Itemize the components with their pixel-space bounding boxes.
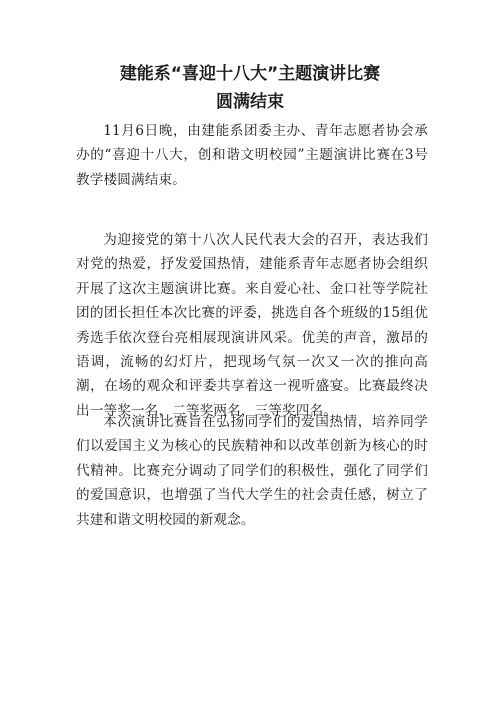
document-title-line-2: 圆满结束 xyxy=(216,92,284,112)
paragraph-conclusion: 本次演讲比赛旨在弘扬同学们的爱国热情，培养同学们以爱国主义为核心的民族精神和以改革创新为核心的时代精神。比赛充分调动了同学们的积极性，强化了同学们的爱国意识，也增强了当代大学生的社会责任感，树立了共建和谐文明校园的新观念。 xyxy=(76,414,428,528)
paragraph-event-details: 为迎接党的第十八次人民代表大会的召开，表达我们对党的热爱，抒发爱国热情，建能系青年志愿者协会组织开展了这次主题演讲比赛。来自爱心社、金口社等学院社团的团长担任本次比赛的评委，挑选自各个班级的15组优秀选手依次登台亮相展现演讲风采。优美的声音，激昂的语调，流畅的幻灯片，把现场气氛一次又一次的推向高潮，在场的观众和评委共享着这一视听盛宴。比赛最终决出一等奖一名，二等奖两名，三等奖四名。 xyxy=(76,232,428,419)
document-title-line-1: 建能系“喜迎十八大”主题演讲比赛 xyxy=(119,64,381,84)
paragraph-intro: 11月6日晚，由建能系团委主办、青年志愿者协会承办的“喜迎十八大，创和谐文明校园”主题演讲比赛在3号教学楼圆满结束。 xyxy=(76,123,428,188)
